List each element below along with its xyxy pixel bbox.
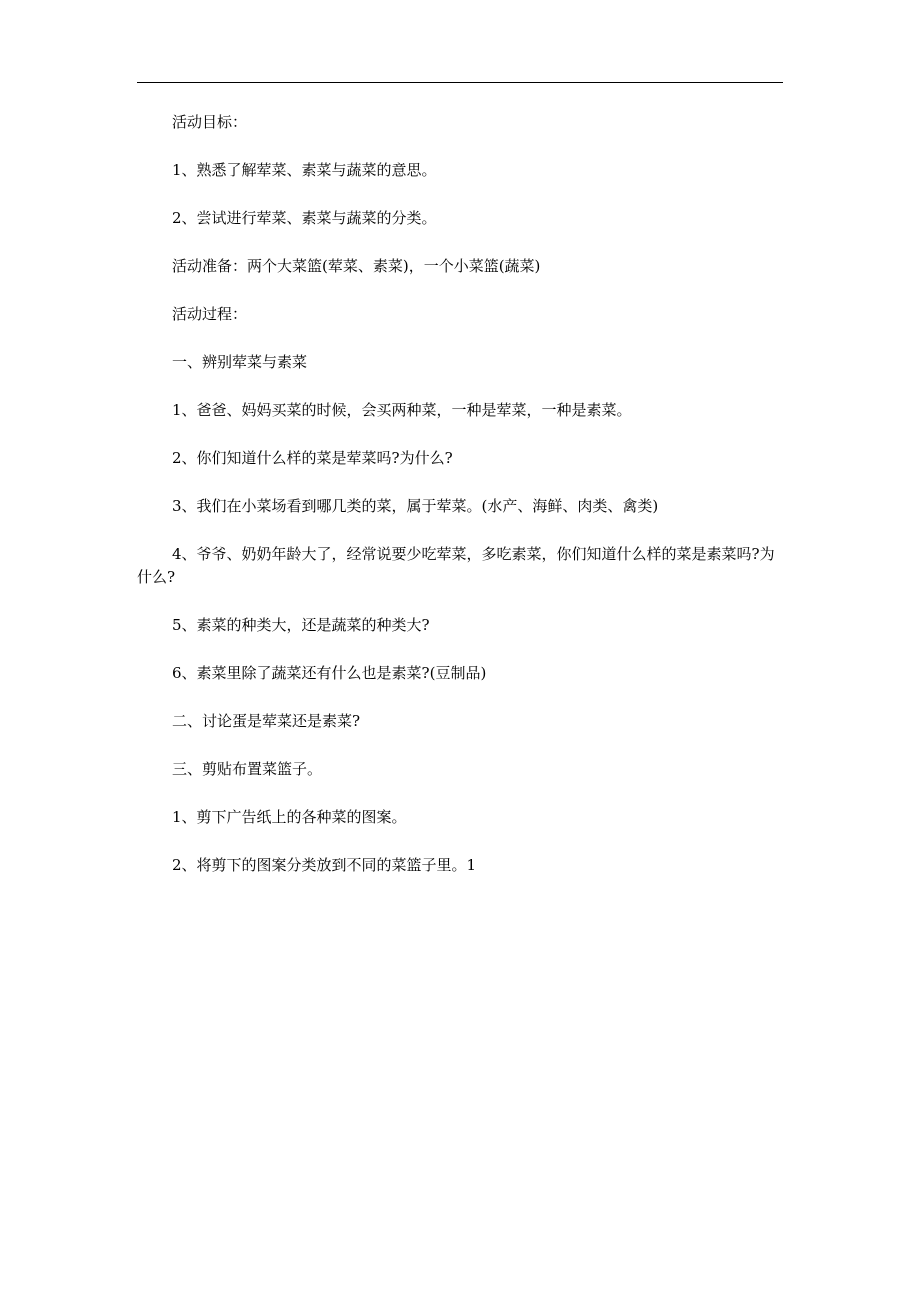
process-item: 5、素菜的种类大，还是蔬菜的种类大? [172,616,430,634]
section-heading: 三、剪贴布置菜篮子。 [172,760,323,778]
document-body [137,111,783,902]
process-item: 1、剪下广告纸上的各种菜的图案。 [172,808,407,826]
process-item: 3、我们在小菜场看到哪几类的菜，属于荤菜。(水产、海鲜、肉类、禽类) [172,497,659,515]
heading-goals: 活动目标： [172,113,248,131]
section-heading: 二、讨论蛋是荤菜还是素菜? [172,712,361,730]
preparation: 活动准备：两个大菜篮(荤菜、素菜)，一个小菜篮(蔬菜) [172,257,541,275]
header-rule [137,82,783,83]
process-item: 2、将剪下的图案分类放到不同的菜篮子里。1 [172,856,477,874]
goal-item: 1、熟悉了解荤菜、素菜与蔬菜的意思。 [172,161,437,179]
goal-item: 2、尝试进行荤菜、素菜与蔬菜的分类。 [172,209,437,227]
process-item: 2、你们知道什么样的菜是荤菜吗?为什么? [172,449,453,467]
heading-process: 活动过程： [172,305,248,323]
process-item: 6、素菜里除了蔬菜还有什么也是素菜?(豆制品) [172,664,487,682]
section-heading: 一、辨别荤菜与素菜 [172,353,308,371]
process-item: 4、爷爷、奶奶年龄大了，经常说要少吃荤菜，多吃素菜，你们知道什么样的菜是素菜吗?为什么? [137,545,775,586]
process-item: 1、爸爸、妈妈买菜的时候，会买两种菜，一种是荤菜，一种是素菜。 [172,401,632,419]
